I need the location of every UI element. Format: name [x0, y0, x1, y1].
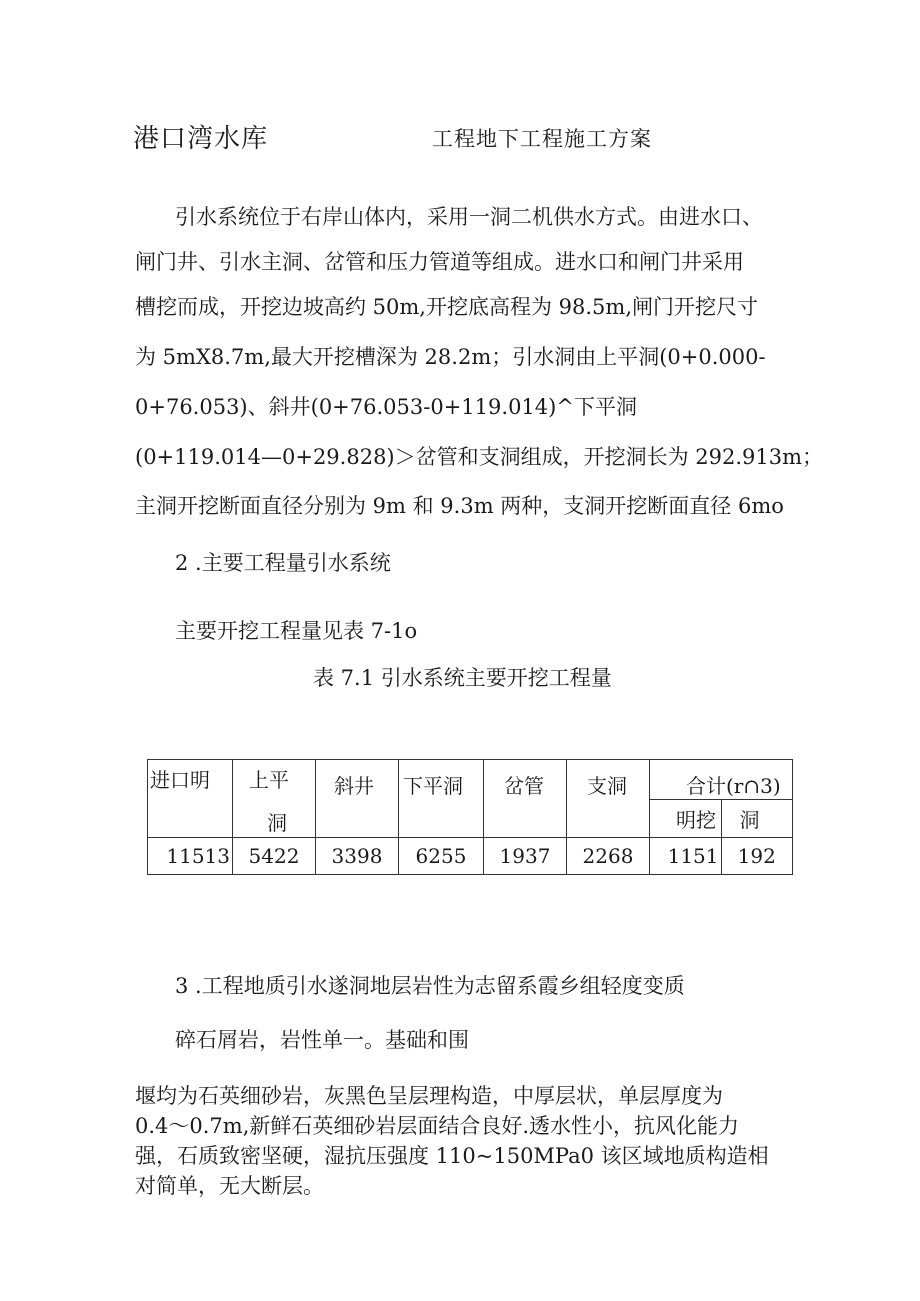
table-header-cell — [148, 760, 233, 838]
table-header-cell — [399, 760, 484, 838]
table-header-cell — [316, 760, 399, 838]
header-zhidong: 支洞 — [587, 774, 627, 798]
header-project-name: 港口湾水库 — [133, 124, 269, 154]
table-cell: 6255 — [399, 838, 484, 875]
header-xiapingdong: 下平洞 — [403, 774, 463, 798]
table-cell: 1937 — [484, 838, 567, 875]
header-dong: 洞 — [739, 808, 760, 832]
geology-line: 0.4～0.7m,新鲜石英细砂岩层面结合良好.透水性小，抗风化能力 — [135, 1114, 740, 1138]
header-jinkou: 进口明 — [150, 768, 210, 792]
table-header-cell — [721, 800, 793, 838]
intro-line: 为 5mX8.7m,最大开挖槽深为 28.2m；引水洞由上平洞(0+0.000- — [135, 345, 766, 369]
header-total: 合计(r∩3) — [686, 774, 781, 798]
header-shangping-1: 上平 — [249, 768, 289, 792]
table-header-cell — [650, 760, 793, 800]
header-chaguan: 岔管 — [504, 774, 544, 798]
intro-line: 主洞开挖断面直径分别为 9m 和 9.3m 两种，支洞开挖断面直径 6mo — [135, 494, 784, 518]
geology-line: 强，石质致密坚硬，湿抗压强度 110~150MPa0 该区域地质构造相 — [135, 1144, 769, 1168]
table-cell: 192 — [721, 838, 793, 875]
table-cell: 1151 — [650, 838, 722, 875]
table-cell: 2268 — [567, 838, 650, 875]
intro-line: 0+76.053)、斜井(0+76.053-0+119.014)^下平洞 — [135, 395, 637, 419]
table-cell: 3398 — [316, 838, 399, 875]
intro-line: (0+119.014—0+29.828)＞岔管和支洞组成，开挖洞长为 292.913m； — [135, 445, 824, 469]
section2-text: 主要开挖工程量见表 7-1o — [175, 619, 418, 643]
table-row — [148, 838, 793, 875]
excavation-table — [147, 759, 793, 875]
header-shangping-2: 洞 — [267, 811, 287, 835]
intro-line: 槽挖而成，开挖边坡高约 50m,开挖底高程为 98.5m,闸门开挖尺寸 — [135, 295, 759, 319]
header-mingwa: 明挖 — [676, 808, 716, 832]
table-caption: 表 7.1 引水系统主要开挖工程量 — [313, 666, 612, 690]
header-xiejing: 斜井 — [334, 774, 374, 798]
table-header-cell — [233, 760, 316, 838]
section3-heading: 3 .工程地质引水遂洞地层岩性为志留系霞乡组轻度变质 — [175, 974, 685, 998]
section2-heading: 2 .主要工程量引水系统 — [175, 551, 391, 575]
table-header-cell — [484, 760, 567, 838]
table-header-cell — [650, 800, 722, 838]
intro-line: 引水系统位于右岸山体内，采用一洞二机供水方式。由进水口、 — [175, 205, 763, 229]
section3-line2: 碎石屑岩，岩性单一。基础和围 — [175, 1028, 469, 1052]
table-cell: 5422 — [233, 838, 316, 875]
intro-line: 闸门井、引水主洞、岔管和压力管道等组成。进水口和闸门井采用 — [135, 250, 744, 274]
geology-line: 对简单，无大断层。 — [135, 1174, 324, 1198]
header-document-title: 工程地下工程施工方案 — [432, 127, 652, 151]
table-header-cell — [567, 760, 650, 838]
table-cell: 11513 — [148, 838, 233, 875]
geology-line: 堰均为石英细砂岩，灰黑色呈层理构造，中厚层状，单层厚度为 — [135, 1084, 723, 1108]
